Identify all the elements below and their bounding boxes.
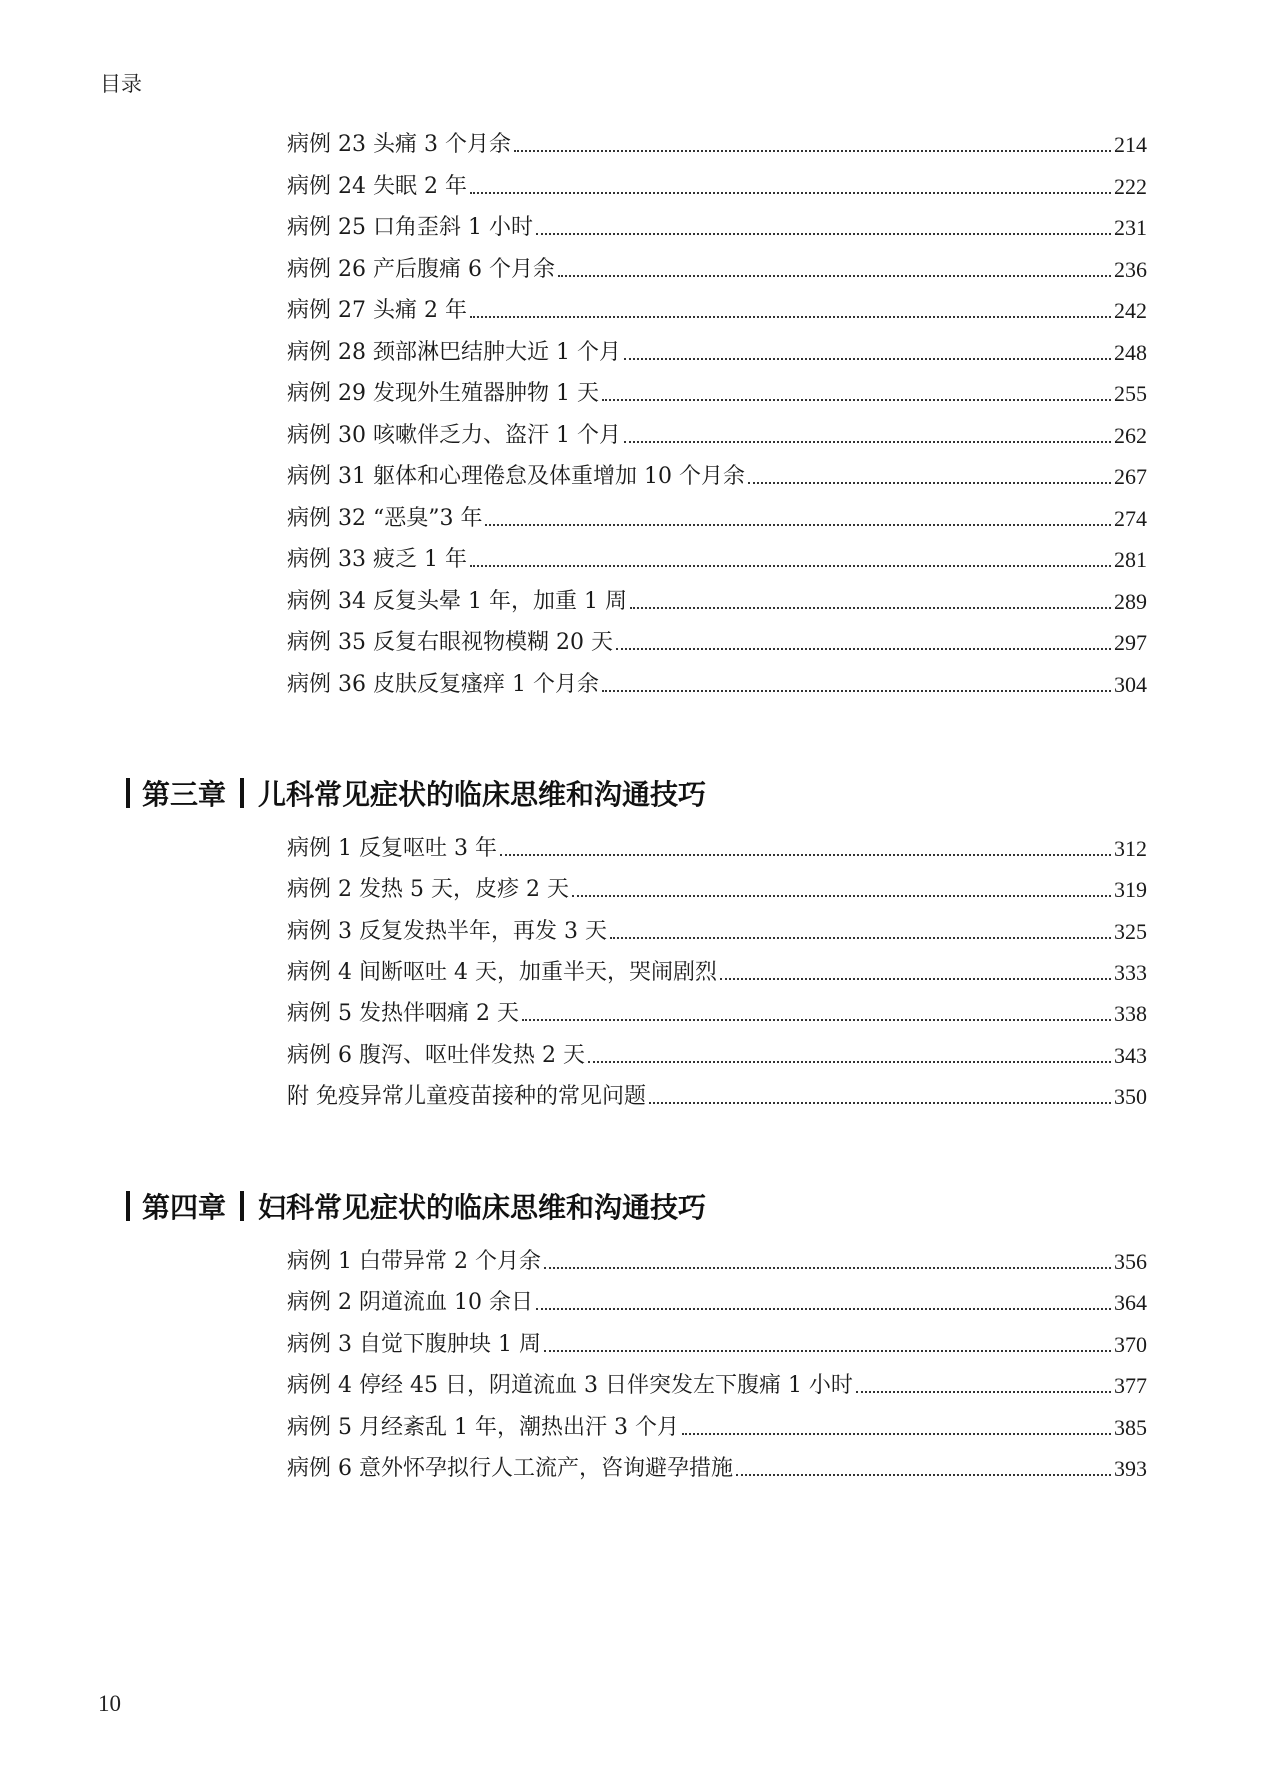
toc-entry[interactable] — [287, 958, 1147, 988]
toc-entry-page: 297 — [1114, 630, 1147, 655]
dot-leader — [514, 150, 1111, 152]
chapter-3-heading[interactable] — [126, 773, 706, 813]
toc-entry-label: 病例 4 停经 45 日，阴道流血 3 日伴突发左下腹痛 1 小时 — [287, 1373, 853, 1399]
toc-entry-label: 病例 5 发热伴咽痛 2 天 — [287, 1001, 519, 1027]
toc-entry[interactable] — [287, 834, 1147, 864]
toc-entry-page: 289 — [1114, 588, 1147, 614]
toc-entry-label: 病例 29 发现外生殖器肿物 1 天 — [287, 381, 599, 406]
toc-entry-label: 病例 3 反复发热半年，再发 3 天 — [287, 918, 607, 944]
toc-entry[interactable] — [287, 670, 1147, 700]
chapter-4-number: 第四章 — [142, 1191, 227, 1224]
dot-leader — [572, 895, 1111, 897]
running-head: 目录 — [100, 72, 142, 96]
toc-entry[interactable] — [287, 1041, 1147, 1071]
toc-entry-label: 病例 5 月经紊乱 1 年，潮热出汗 3 个月 — [287, 1414, 679, 1440]
toc-entry[interactable] — [287, 1413, 1147, 1443]
toc-entry-label: 病例 3 自觉下腹肿块 1 周 — [287, 1331, 541, 1357]
toc-entry-label: 病例 27 头痛 2 年 — [287, 298, 467, 323]
toc-entry-page: 262 — [1114, 422, 1147, 448]
toc-entry[interactable] — [287, 504, 1147, 534]
dot-leader — [649, 1102, 1111, 1104]
chapter-3-number: 第三章 — [142, 778, 227, 811]
toc-entry-page: 304 — [1114, 671, 1147, 697]
toc-entry[interactable] — [287, 1247, 1147, 1277]
toc-entry-page: 274 — [1114, 505, 1147, 531]
toc-entry-page: 350 — [1114, 1083, 1147, 1109]
toc-entry-label: 病例 4 间断呕吐 4 天，加重半天，哭闹剧烈 — [287, 959, 717, 985]
toc-entry-page: 393 — [1114, 1456, 1147, 1481]
toc-entry[interactable] — [287, 296, 1147, 326]
toc-entry-page: 214 — [1114, 132, 1147, 157]
toc-entry[interactable] — [287, 421, 1147, 451]
toc-entry-label: 病例 1 白带异常 2 个月余 — [287, 1249, 541, 1274]
toc-entry-page: 333 — [1114, 959, 1147, 985]
heading-bar — [126, 1191, 130, 1221]
toc-entry-page: 312 — [1114, 836, 1147, 861]
heading-bar — [126, 778, 130, 808]
toc-entry[interactable] — [287, 1371, 1147, 1401]
dot-leader — [720, 978, 1111, 980]
toc-entry-label: 病例 36 皮肤反复瘙痒 1 个月余 — [287, 671, 599, 697]
toc-entry-label: 病例 2 阴道流血 10 余日 — [287, 1290, 533, 1316]
toc-entry[interactable] — [287, 338, 1147, 368]
toc-entry-label: 病例 34 反复头晕 1 年，加重 1 周 — [287, 588, 627, 614]
toc-entry-page: 364 — [1114, 1290, 1147, 1316]
toc-entry-label: 病例 32 “恶臭”3 年 — [287, 505, 483, 531]
toc-entry-label: 病例 28 颈部淋巴结肿大近 1 个月 — [287, 339, 621, 365]
toc-entry-page: 325 — [1114, 918, 1147, 944]
dot-leader — [470, 316, 1111, 318]
toc-entry-label: 病例 33 疲乏 1 年 — [287, 547, 467, 572]
dot-leader — [485, 524, 1111, 526]
chapter-4-title: 妇科常见症状的临床思维和沟通技巧 — [258, 1191, 707, 1224]
heading-bar — [240, 1191, 244, 1221]
toc-entry[interactable] — [287, 462, 1147, 492]
dot-leader — [736, 1474, 1111, 1476]
toc-entry[interactable] — [287, 1330, 1147, 1360]
toc-entry-page: 236 — [1114, 256, 1147, 282]
toc-entry-label: 病例 26 产后腹痛 6 个月余 — [287, 256, 555, 282]
dot-leader — [470, 565, 1111, 567]
toc-entry-label: 病例 30 咳嗽伴乏力、盗汗 1 个月 — [287, 422, 621, 448]
dot-leader — [856, 1391, 1111, 1393]
toc-entry-page: 385 — [1114, 1414, 1147, 1440]
toc-entry-page: 222 — [1114, 173, 1147, 199]
toc-entry[interactable] — [287, 1082, 1147, 1112]
toc-entry-label: 病例 35 反复右眼视物模糊 20 天 — [287, 630, 613, 655]
toc-entry-page: 267 — [1114, 464, 1147, 489]
toc-entry[interactable] — [287, 628, 1147, 658]
dot-leader — [522, 1019, 1111, 1021]
dot-leader — [558, 275, 1111, 277]
toc-entry[interactable] — [287, 255, 1147, 285]
toc-entry-label: 病例 25 口角歪斜 1 小时 — [287, 215, 533, 240]
chapter-4-heading[interactable] — [126, 1186, 706, 1226]
dot-leader — [536, 1308, 1111, 1310]
dot-leader — [544, 1350, 1111, 1352]
toc-entry-label: 病例 6 腹泻、呕吐伴发热 2 天 — [287, 1042, 585, 1068]
dot-leader — [624, 441, 1111, 443]
dot-leader — [536, 233, 1111, 235]
dot-leader — [500, 854, 1111, 856]
toc-entry-label: 病例 2 发热 5 天，皮疹 2 天 — [287, 877, 569, 903]
toc-entry[interactable] — [287, 875, 1147, 905]
toc-entry[interactable] — [287, 587, 1147, 617]
page-number: 10 — [98, 1691, 121, 1716]
toc-entry[interactable] — [287, 379, 1147, 409]
dot-leader — [630, 607, 1111, 609]
toc-entry-page: 356 — [1114, 1249, 1147, 1274]
dot-leader — [588, 1061, 1111, 1063]
dot-leader — [624, 358, 1111, 360]
toc-entry-page: 255 — [1114, 381, 1147, 406]
toc-entry-page: 281 — [1114, 547, 1147, 572]
toc-entry[interactable] — [287, 130, 1147, 160]
heading-bar — [240, 778, 244, 808]
dot-leader — [544, 1267, 1111, 1269]
dot-leader — [682, 1433, 1111, 1435]
toc-entry-page: 248 — [1114, 339, 1147, 365]
toc-entry-label: 病例 6 意外怀孕拟行人工流产，咨询避孕措施 — [287, 1456, 733, 1481]
toc-entry-page: 370 — [1114, 1331, 1147, 1357]
toc-entry-page: 231 — [1114, 215, 1147, 240]
toc-entry-label: 病例 24 失眠 2 年 — [287, 173, 467, 199]
toc-entry[interactable] — [287, 172, 1147, 202]
toc-entry[interactable] — [287, 1454, 1147, 1484]
dot-leader — [602, 399, 1111, 401]
toc-entry[interactable] — [287, 545, 1147, 575]
toc-entry[interactable] — [287, 1288, 1147, 1318]
toc-entry[interactable] — [287, 999, 1147, 1029]
toc-entry-page: 377 — [1114, 1373, 1147, 1399]
dot-leader — [610, 937, 1111, 939]
toc-entry-label: 病例 23 头痛 3 个月余 — [287, 132, 511, 157]
toc-entry[interactable] — [287, 917, 1147, 947]
chapter-3-title: 儿科常见症状的临床思维和沟通技巧 — [258, 778, 707, 811]
toc-entry-label: 病例 31 躯体和心理倦怠及体重增加 10 个月余 — [287, 464, 745, 489]
toc-entry[interactable] — [287, 213, 1147, 243]
dot-leader — [616, 648, 1111, 650]
toc-entry-label: 病例 1 反复呕吐 3 年 — [287, 836, 497, 861]
toc-entry-label: 附 免疫异常儿童疫苗接种的常见问题 — [287, 1083, 646, 1109]
dot-leader — [470, 192, 1111, 194]
dot-leader — [748, 482, 1111, 484]
toc-entry-page: 338 — [1114, 1001, 1147, 1027]
toc-entry-page: 343 — [1114, 1042, 1147, 1068]
dot-leader — [602, 690, 1111, 692]
toc-entry-page: 242 — [1114, 298, 1147, 323]
toc-entry-page: 319 — [1114, 877, 1147, 903]
